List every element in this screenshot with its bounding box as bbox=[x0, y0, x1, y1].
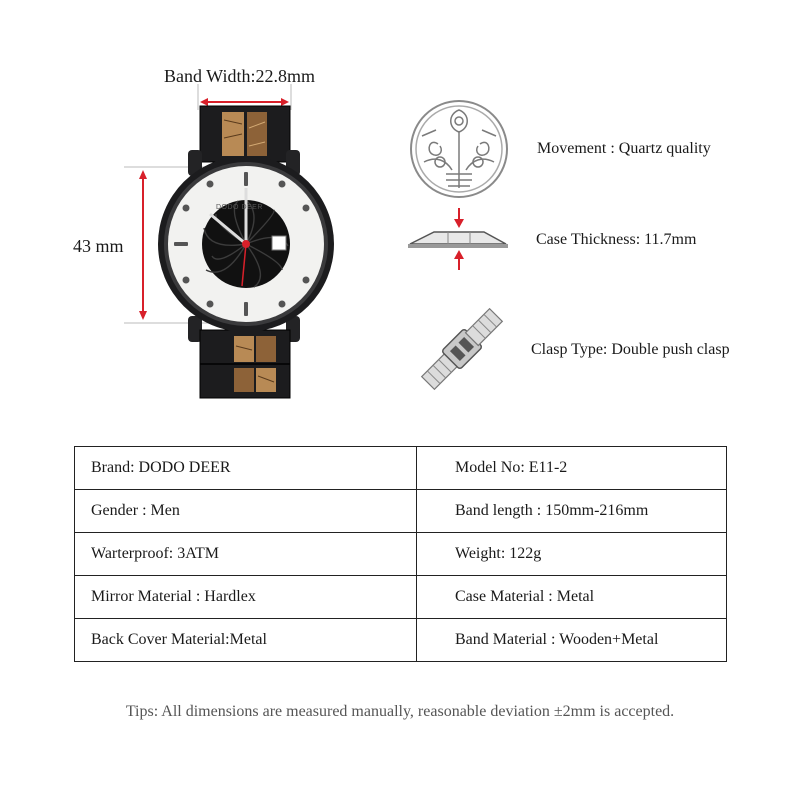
weight-cell: Weight: 122g bbox=[417, 533, 727, 576]
case-diameter-label: 43 mm bbox=[73, 236, 124, 256]
mirror-material-cell: Mirror Material : Hardlex bbox=[75, 576, 417, 619]
gender-cell: Gender : Men bbox=[75, 490, 417, 533]
watch-case bbox=[158, 156, 334, 332]
clasp-icon bbox=[412, 300, 512, 398]
table-row bbox=[75, 576, 727, 619]
table-row bbox=[75, 490, 727, 533]
tips-note: Tips: All dimensions are measured manually, reasonable deviation ±2mm is accepted. bbox=[125, 703, 675, 720]
watch-illustration bbox=[0, 0, 400, 420]
table-row bbox=[75, 447, 727, 490]
case-material-cell: Case Material : Metal bbox=[417, 576, 727, 619]
back-cover-material-cell: Back Cover Material:Metal bbox=[75, 619, 417, 662]
dial-logo: DODO DEER bbox=[216, 204, 263, 211]
case-thickness-label: Case Thickness: 11.7mm bbox=[536, 231, 697, 248]
clasp-type-label: Clasp Type: Double push clasp bbox=[531, 341, 730, 358]
movement-label: Movement : Quartz quality bbox=[537, 140, 711, 157]
band-width-label: Band Width:22.8mm bbox=[164, 66, 315, 86]
band-length-cell: Band length : 150mm-216mm bbox=[417, 490, 727, 533]
thickness-arrow-top bbox=[454, 208, 464, 228]
brand-cell: Brand: DODO DEER bbox=[75, 447, 417, 490]
waterproof-cell: Warterproof: 3ATM bbox=[75, 533, 417, 576]
spec-table bbox=[74, 446, 727, 662]
movement-icon bbox=[402, 96, 518, 200]
thickness-arrow-bottom bbox=[454, 250, 464, 270]
case-thickness-icon bbox=[404, 206, 510, 274]
table-row bbox=[75, 533, 727, 576]
model-no-cell: Model No: E11-2 bbox=[417, 447, 727, 490]
table-row bbox=[75, 619, 727, 662]
band-material-cell: Band Material : Wooden+Metal bbox=[417, 619, 727, 662]
